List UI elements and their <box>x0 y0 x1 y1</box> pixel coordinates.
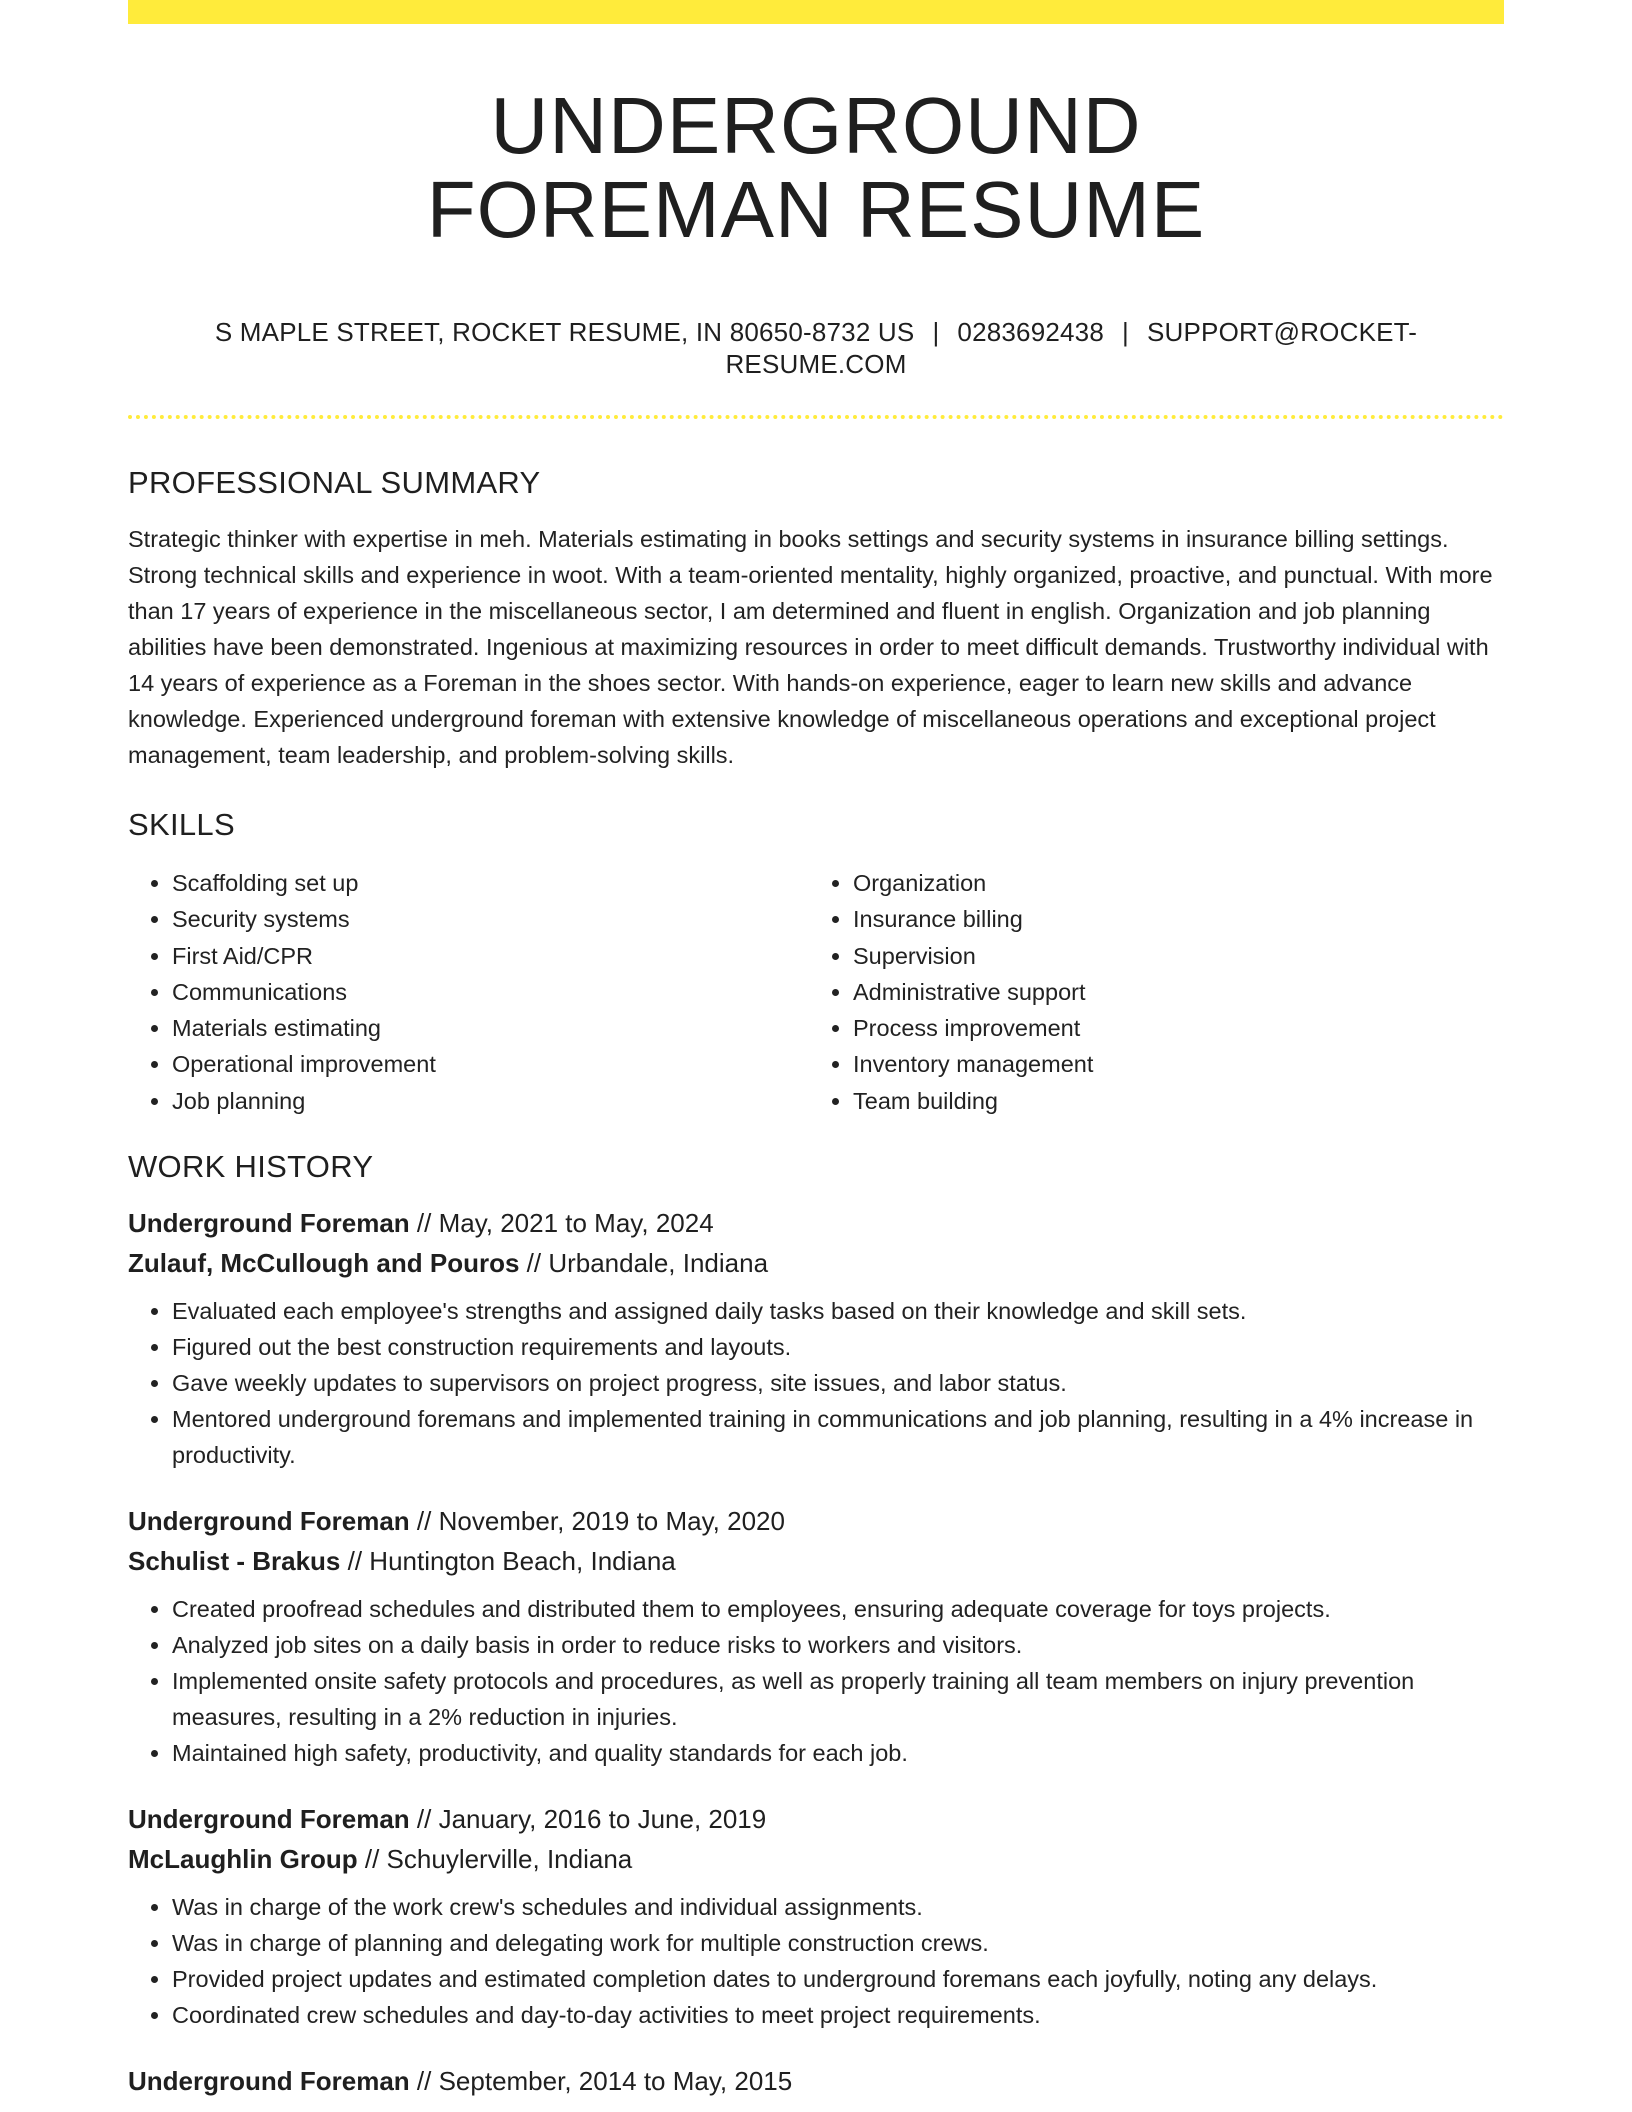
skill-item: • Insurance billing <box>853 901 1487 937</box>
job-title-line <box>128 1207 1504 1239</box>
skill-item: • Communications <box>172 974 806 1010</box>
job-bullets <box>128 1293 1504 1473</box>
job-company-line <box>128 1247 1504 1279</box>
skill-item: • Administrative support <box>853 974 1487 1010</box>
job-bullet: • Provided project updates and estimated completion dates to underground foremans each joyfully, noting any delays. <box>172 1961 1504 1997</box>
dotted-divider <box>128 415 1504 419</box>
job-bullet: • Mentored underground foremans and implemented training in communications and job planning, resulting in a 4% increase in productivity. <box>172 1401 1504 1473</box>
title-line-2: FOREMAN RESUME <box>426 165 1206 254</box>
skill-item: • Job planning <box>172 1083 806 1119</box>
skills-column-right <box>806 865 1487 1119</box>
job-entry <box>128 1207 1504 1473</box>
job-company: Zulauf, McCullough and Pouros <box>128 1248 520 1279</box>
job-title: Underground Foreman <box>128 1208 410 1239</box>
skill-item: • Process improvement <box>853 1010 1487 1046</box>
skill-item: • Materials estimating <box>172 1010 806 1046</box>
job-title: Underground Foreman <box>128 1804 410 1835</box>
job-bullet: • Was in charge of planning and delegating work for multiple construction crews. <box>172 1925 1504 1961</box>
skill-item: • Team building <box>853 1083 1487 1119</box>
job-bullet: • Was in charge of the work crew's schedules and individual assignments. <box>172 1889 1504 1925</box>
resume-title <box>128 81 1504 254</box>
job-title-line <box>128 1803 1504 1835</box>
job-entry <box>128 1505 1504 1771</box>
resume-page <box>128 0 1504 2097</box>
job-location: // Huntington Beach, Indiana <box>347 1546 676 1577</box>
skill-item: • Scaffolding set up <box>172 865 806 901</box>
job-dates: // May, 2021 to May, 2024 <box>416 1208 714 1239</box>
section-heading-summary: PROFESSIONAL SUMMARY <box>128 465 541 500</box>
work-history-list <box>128 1207 1504 2097</box>
job-bullet: • Coordinated crew schedules and day-to-day activities to meet project requirements. <box>172 1997 1504 2033</box>
job-bullet: • Created proofread schedules and distributed them to employees, ensuring adequate coverage for toys projects. <box>172 1591 1504 1627</box>
job-entry <box>128 2065 1504 2097</box>
skill-item: • Security systems <box>172 901 806 937</box>
job-dates: // September, 2014 to May, 2015 <box>416 2066 793 2097</box>
summary-text: Strategic thinker with expertise in meh. Materials estimating in books settings and security systems in insurance billing settings. Strong technical skills and experience in woot. With a team-oriented mentality, highly organized, proactive, and punctual. With more than 17 years of experience in the miscellaneous sector, I am determined and fluent in english. Organization and job planning abilities have been demonstrated. Ingenious at maximizing resources in order to meet difficult demands. Trustworthy individual with 14 years of experience as a Foreman in the shoes sector. With hands-on experience, eager to learn new skills and advance knowledge. Experienced underground foreman with extensive knowledge of miscellaneous operations and exceptional project management, team leadership, and problem-solving skills. <box>128 526 1493 768</box>
job-location: // Schuylerville, Indiana <box>364 1844 633 1875</box>
job-bullet: • Figured out the best construction requirements and layouts. <box>172 1329 1504 1365</box>
skill-item: • First Aid/CPR <box>172 938 806 974</box>
email: SUPPORT@ROCKET-RESUME.COM <box>725 317 1418 379</box>
job-dates: // November, 2019 to May, 2020 <box>416 1506 785 1537</box>
job-entry <box>128 1803 1504 2033</box>
job-bullets <box>128 1591 1504 1771</box>
job-location: // Urbandale, Indiana <box>526 1248 769 1279</box>
address: S MAPLE STREET, ROCKET RESUME, IN 80650-8732 US <box>214 317 915 347</box>
job-dates: // January, 2016 to June, 2019 <box>416 1804 767 1835</box>
section-heading-work-history: WORK HISTORY <box>128 1149 374 1185</box>
job-company: McLaughlin Group <box>128 1844 358 1875</box>
job-bullet: • Evaluated each employee's strengths and assigned daily tasks based on their knowledge and skill sets. <box>172 1293 1504 1329</box>
separator: | <box>932 317 940 347</box>
job-title: Underground Foreman <box>128 2066 410 2097</box>
phone: 0283692438 <box>957 317 1105 347</box>
accent-bar <box>128 0 1504 24</box>
job-company-line <box>128 1545 1504 1577</box>
job-bullet: • Gave weekly updates to supervisors on project progress, site issues, and labor status. <box>172 1365 1504 1401</box>
skill-item: • Organization <box>853 865 1487 901</box>
section-heading-skills: SKILLS <box>128 807 235 842</box>
job-bullet: • Implemented onsite safety protocols and procedures, as well as properly training all team members on injury prevention measures, resulting in a 2% reduction in injuries. <box>172 1663 1504 1735</box>
skills-column-left <box>128 865 806 1119</box>
skills-list <box>128 865 1504 1119</box>
job-title: Underground Foreman <box>128 1506 410 1537</box>
job-bullets <box>128 1889 1504 2033</box>
skill-item: • Inventory management <box>853 1046 1487 1082</box>
contact-line <box>128 316 1504 380</box>
skill-item: • Operational improvement <box>172 1046 806 1082</box>
job-bullet: • Maintained high safety, productivity, and quality standards for each job. <box>172 1735 1504 1771</box>
job-company: Schulist - Brakus <box>128 1546 341 1577</box>
title-line-1: UNDERGROUND <box>490 81 1142 170</box>
job-bullet: • Analyzed job sites on a daily basis in order to reduce risks to workers and visitors. <box>172 1627 1504 1663</box>
job-title-line <box>128 2065 1504 2097</box>
job-title-line <box>128 1505 1504 1537</box>
skill-item: • Supervision <box>853 938 1487 974</box>
separator: | <box>1122 317 1129 347</box>
job-company-line <box>128 1843 1504 1875</box>
